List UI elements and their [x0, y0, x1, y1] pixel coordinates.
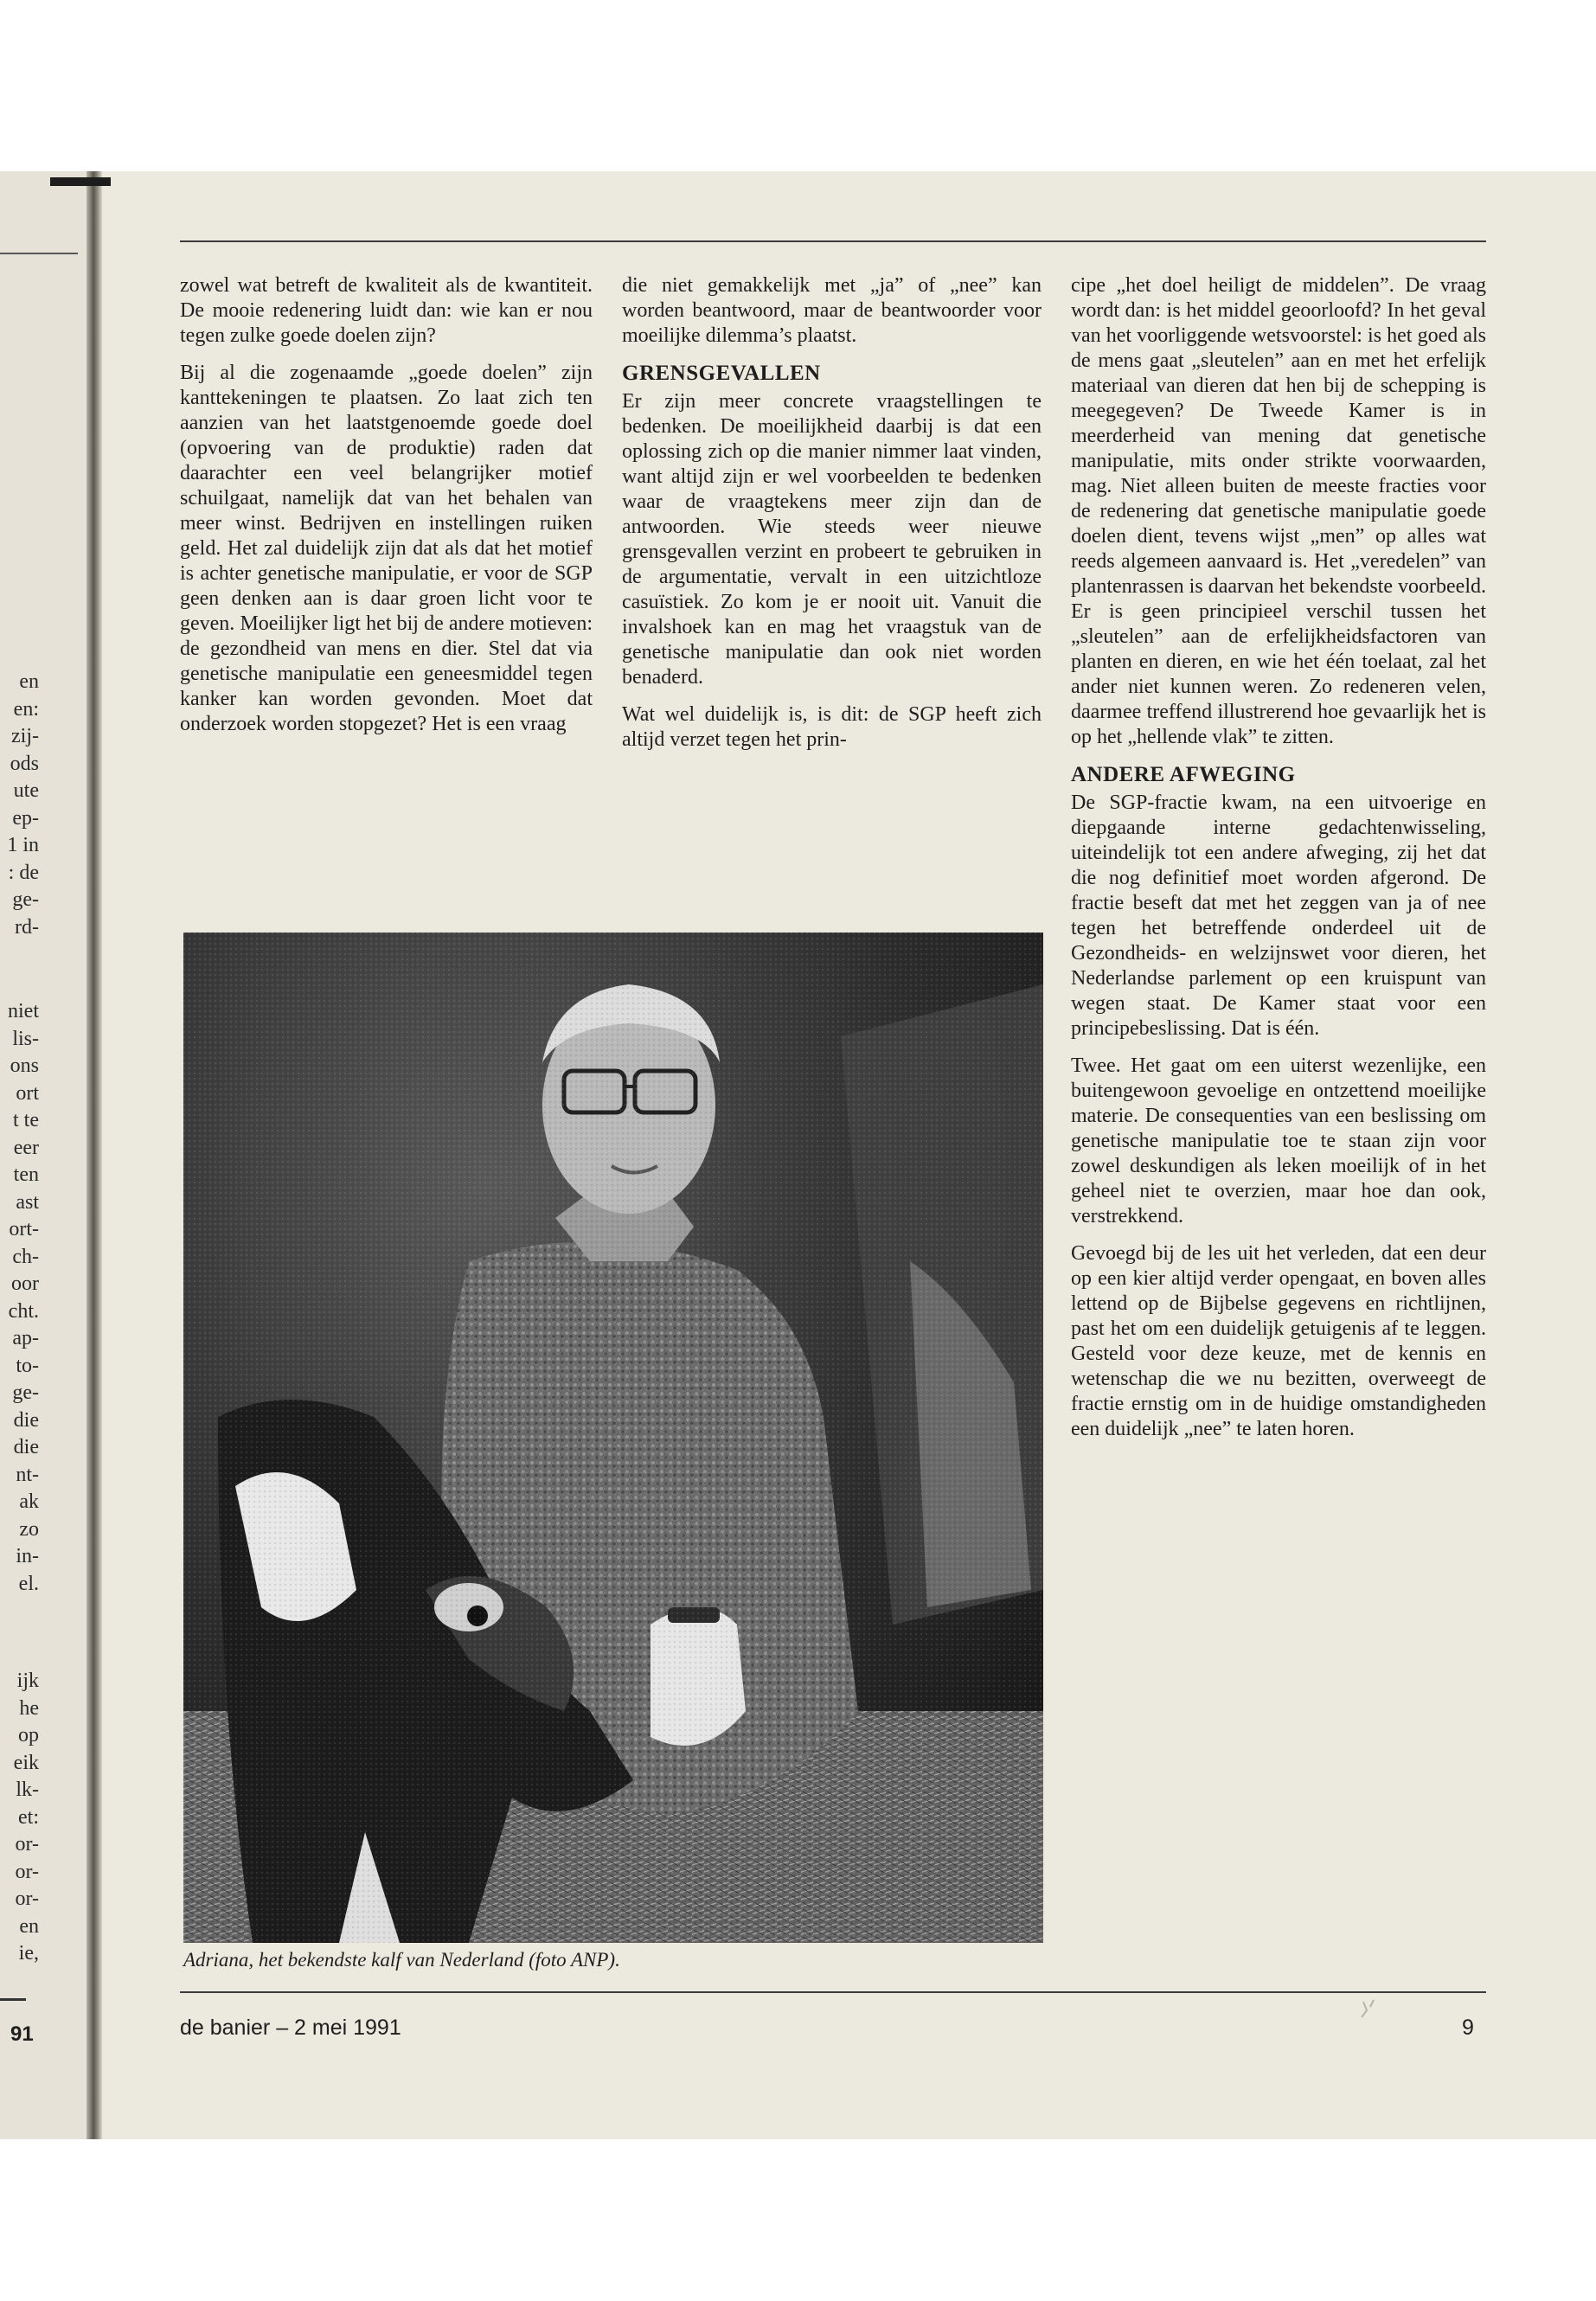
cut-text-fragment: ten [13, 1163, 39, 1186]
photo-illustration [183, 933, 1043, 1943]
cut-text-fragment: lk- [16, 1779, 39, 1801]
gutter-tab [50, 177, 111, 186]
article-paragraph: Wat wel duidelijk is, is dit: de SGP heeft zich altijd verzet tegen het prin- [622, 703, 1042, 751]
cut-text-fragment: ort- [9, 1218, 39, 1240]
article-paragraph: zowel wat betreft de kwaliteit als de kwantiteit. De mooie redenering luidt dan: wie kan er nou tegen zulke goede doelen zijn? [180, 274, 593, 347]
cut-text-fragment: ap- [12, 1327, 39, 1349]
cut-text-fragment: t te [13, 1109, 39, 1131]
article-paragraph: cipe „het doel heiligt de middelen”. De vraag wordt dan: is het middel geoorloofd? In het geval van het voorliggende wetsvoorstel: is het goed als de mens gaat „sleutelen” aan en met het erfelijk materiaal van dieren dat hen bij de schepping is meegegeven? De Tweede Kamer is in meerderheid van mening dat genetische manipulatie, mits onder strikte voorwaarden, mag. Niet alleen buiten de meeste fracties voor de redenering dat genetische manipulatie goede doelen dient, tevens wijst „men” op alles wat reeds algemeen aanvaard is. Het „veredelen” van plantenrassen is daarvan het bekendste voorbeeld. Er is geen principieel verschil tussen het „sleutelen” aan de erfelijkheidsfactoren van planten en dieren, en wie het één toelaat, zal het ander niet kunnen weren. Zo redeneren velen, daarmee treffend illustrerend hoe gevaarlijk het is op het „hellende vlak” te zitten. [1071, 274, 1486, 748]
article-paragraph: Gevoegd bij de les uit het verleden, dat een deur op een kier altijd verder opengaat, en boven alles lettend op de Bijbelse gegevens en richtlijnen, past het om een duidelijk getuigenis af te leggen. Gesteld voor deze keuze, met de kennis en wetenschap die we nu bezitten, overweegt de fractie ernstig om in de huidige omstandigheden een duidelijk „nee” te laten horen. [1071, 1242, 1486, 1440]
cut-text-fragment: die [13, 1436, 39, 1458]
cut-text-fragment: ons [10, 1054, 39, 1077]
article-paragraph: De SGP-fractie kwam, na een uitvoerige en diepgaande interne gedachtenwisseling, uiteindelijk tot een andere afweging, zij het dat die nog definitief moet worden afgerond. De fractie beseft dat met het zeggen van ja of nee tegen het betreffende onderdeel uit de Gezondheids- en welzijnswet voor dieren, het Nederlandse parlement op een kruispunt van wegen staat. De Kamer staat voor een principebeslissing. Dat is één. [1071, 792, 1486, 1040]
cut-text-fragment: en [19, 670, 39, 693]
cut-text-fragment: ch- [12, 1245, 39, 1268]
book-gutter [87, 171, 102, 2139]
cut-text-fragment: ast [16, 1190, 39, 1214]
cut-text-fragment: to- [16, 1354, 39, 1377]
cut-text-fragment: in- [16, 1545, 39, 1567]
cut-text-fragment: nt- [16, 1463, 39, 1486]
section-heading-grensgevallen: GRENSGEVALLEN [622, 362, 821, 385]
section-heading-andere-afweging: ANDERE AFWEGING [1071, 763, 1296, 786]
cut-text-fragment: zij- [11, 725, 39, 747]
article-paragraph: Twee. Het gaat om een uiterst wezenlijke, een buitengewoon gevoelige en ontzettend moeilijke materie. De consequenties van een beslissing om genetische manipulatie toe te staan zijn voor zowel deskundigen als leken moeilijk of in het geheel niet te overzien, maar hoe dan ook, verstrekkend. [1071, 1054, 1486, 1227]
cut-text-fragment: et: [18, 1805, 39, 1829]
cut-text-fragment: 1 in [7, 834, 39, 856]
cut-text-fragment: rd- [15, 915, 39, 939]
cut-text-fragment: or- [15, 1860, 39, 1883]
left-page-cut-text-upper [7, 669, 39, 941]
article-paragraph: Bij al die zogenaamde „goede doelen” zijn kanttekeningen te plaatsen. Zo laat zich ten aanzien van het laatstgenoemde goede doel (opvoering van de produktie) raden dat daarachter een veel belangrijker motief schuilgaat, namelijk dat van het behalen van meer winst. Bedrijven en instellingen ruiken geld. Het zal duidelijk zijn dat als dat het motief is achter genetische manipulatie, er voor de SGP geen denken aan is daar groen licht voor te geven. Moeilijker ligt het bij de andere motieven: de gezondheid van mens en dier. Stel dat via genetische manipulatie een geneesmiddel tegen kanker kan worden gevonden. Moet dat onderzoek worden stopgezet? Het is een vraag [180, 362, 593, 735]
cut-text-fragment: or- [15, 1888, 39, 1910]
cut-text-fragment: or- [15, 1833, 39, 1856]
article-paragraph: Er zijn meer concrete vraagstellingen te bedenken. De moeilijkheid daarbij is dat een oplossing zich op die manier nimmer laat vinden, want altijd zijn er wel voorbeelden te bedenken waar de vraagtekens meer zijn dan de antwoorden. Wie steeds weer nieuwe grensgevallen verzint en probeert te gebruiken in de argumentatie, vervalt in een uitzichtloze casuïstiek. Zo kom je er nooit uit. Vanuit die invalshoek kan en mag het vraagstuk van de genetische manipulatie dan ook niet worden benaderd. [622, 390, 1042, 689]
cut-text-fragment: : de [8, 861, 39, 884]
article-column-3 [1071, 273, 1486, 1969]
photo-caption: Adriana, het bekendste kalf van Nederland (foto ANP). [183, 1949, 620, 1971]
cut-text-fragment: niet [8, 1000, 39, 1022]
left-page-cut-text-middle [8, 998, 39, 1598]
left-page-folio: 91 [10, 2022, 34, 2046]
cut-text-fragment: zo [19, 1517, 39, 1541]
photo-man-with-calf [183, 933, 1043, 1943]
cut-text-fragment: ie, [18, 1942, 39, 1965]
left-page-rule [0, 253, 78, 254]
cut-text-fragment: en: [13, 697, 39, 721]
cut-text-fragment: ort [16, 1081, 39, 1105]
left-folio-rule [0, 1998, 26, 2001]
cut-text-fragment: lis- [12, 1027, 39, 1050]
cut-text-fragment: ute [13, 779, 39, 802]
cut-text-fragment: ods [10, 752, 39, 775]
cut-text-fragment: eik [13, 1751, 39, 1774]
cut-text-fragment: ge- [12, 888, 39, 911]
pencil-mark-icon [1358, 1998, 1384, 2033]
cut-text-fragment: die [13, 1408, 39, 1432]
cut-text-fragment: eer [13, 1136, 39, 1159]
cut-text-fragment: en [19, 1914, 39, 1938]
header-rule [180, 240, 1486, 242]
left-page-cut-text-lower [14, 1668, 39, 1968]
cut-text-fragment: ak [19, 1490, 39, 1513]
cut-text-fragment: ge- [12, 1381, 39, 1404]
footer-rule [180, 1991, 1486, 1993]
cut-text-fragment: op [18, 1724, 39, 1747]
cut-text-fragment: ep- [12, 806, 39, 830]
cut-text-fragment: he [19, 1696, 39, 1720]
footer-publication: de banier – 2 mei 1991 [180, 2016, 401, 2040]
article-column-1 [180, 273, 593, 913]
article-column-2 [622, 273, 1042, 913]
page-number: 9 [1462, 2016, 1474, 2040]
cut-text-fragment: ijk [16, 1670, 39, 1692]
article-paragraph: die niet gemakkelijk met „ja” of „nee” kan worden beantwoord, maar de beantwoorder voor moeilijke dilemma’s plaatst. [622, 274, 1042, 347]
cut-text-fragment: el. [18, 1572, 39, 1595]
cut-text-fragment: oor [11, 1272, 39, 1295]
cut-text-fragment: cht. [8, 1299, 39, 1323]
